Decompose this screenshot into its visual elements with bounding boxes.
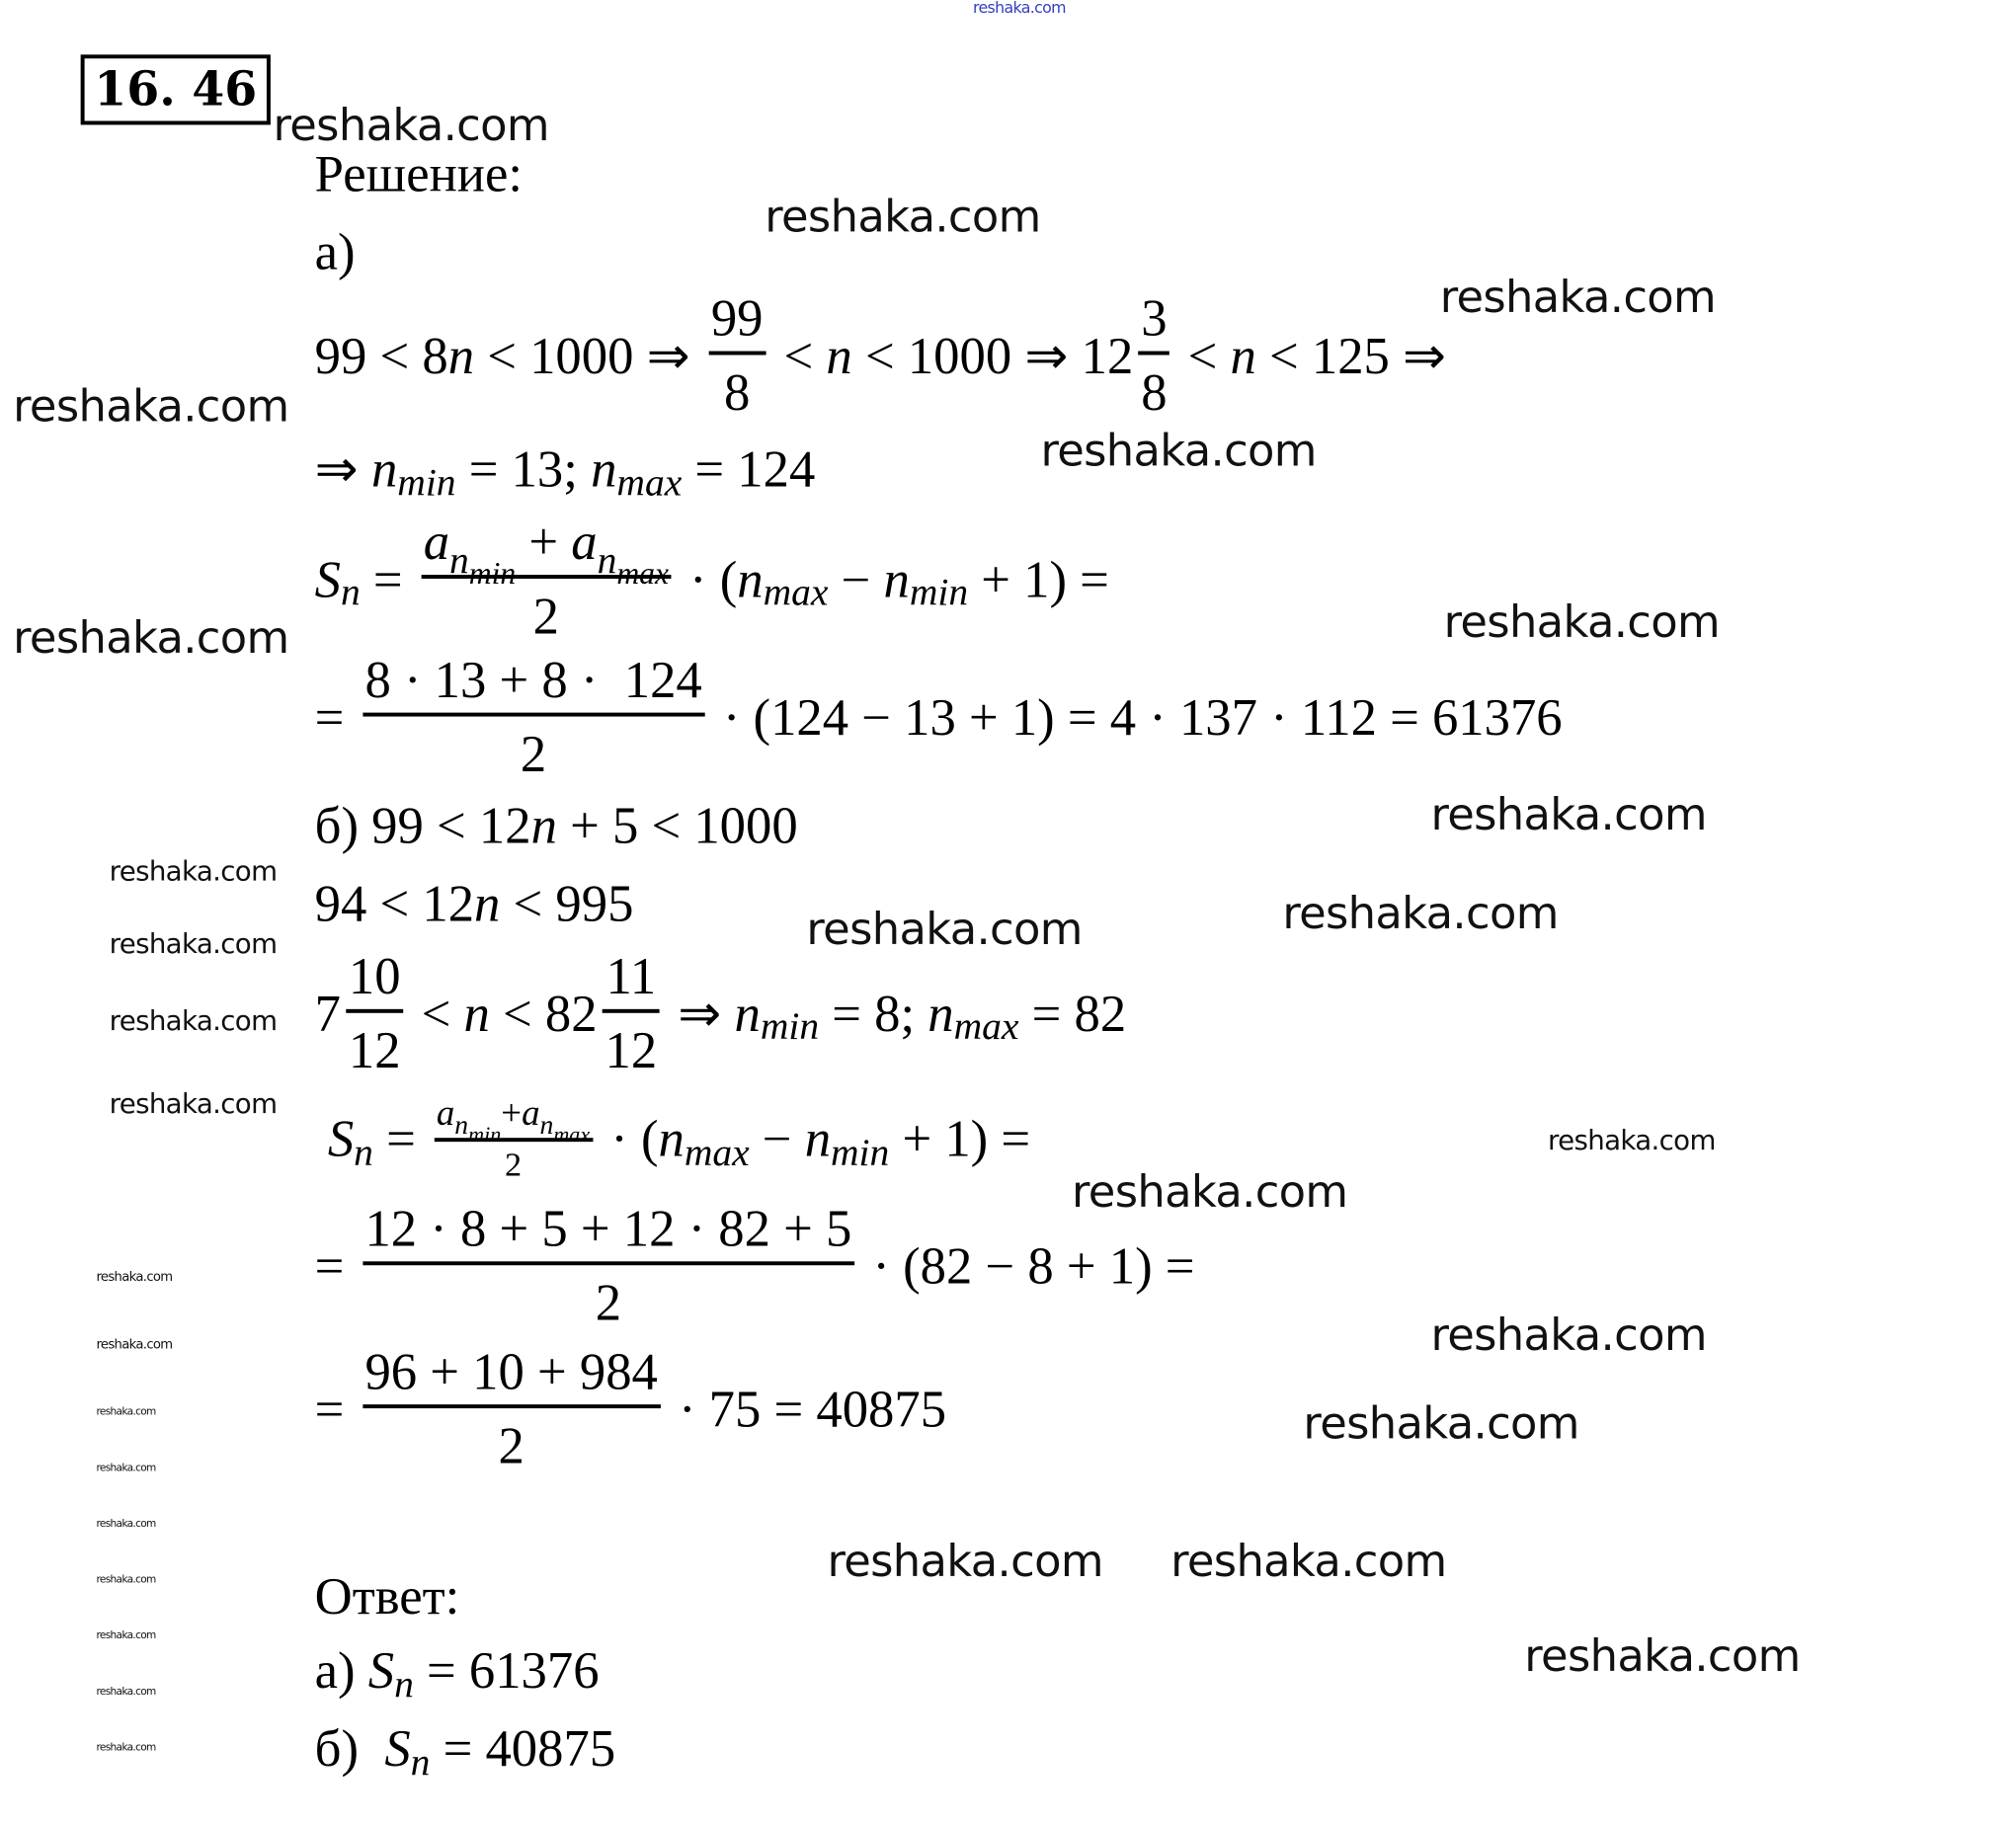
math-text: · ( bbox=[676, 549, 738, 608]
watermark: reshaka.com bbox=[765, 191, 1041, 244]
math-text: = bbox=[314, 1379, 358, 1438]
math-text: = 82 bbox=[1018, 984, 1127, 1043]
math-variable: S bbox=[367, 1640, 395, 1701]
math-text: 12 · 8 + 5 + 12 · 82 + 5 bbox=[364, 1199, 852, 1258]
math-line bbox=[314, 946, 1127, 1079]
watermark: reshaka.com bbox=[109, 928, 278, 960]
math-line bbox=[314, 1341, 947, 1475]
math-variable: n bbox=[410, 1740, 431, 1784]
math-variable: max bbox=[616, 557, 669, 592]
watermark: reshaka.com bbox=[1443, 596, 1720, 650]
fraction-numerator bbox=[363, 650, 705, 713]
math-text: = bbox=[372, 1109, 429, 1168]
watermark: reshaka.com bbox=[13, 612, 289, 665]
fraction-numerator bbox=[1139, 288, 1170, 352]
watermark: reshaka.com bbox=[1430, 789, 1707, 841]
math-variable: n bbox=[591, 439, 617, 499]
math-text: 94 < 12 bbox=[314, 873, 475, 933]
fraction bbox=[708, 288, 766, 422]
math-variable: S bbox=[327, 1109, 355, 1168]
watermark: reshaka.com bbox=[1170, 1536, 1447, 1588]
math-text: 8 bbox=[1141, 362, 1168, 422]
watermark: reshaka.com bbox=[1524, 1630, 1801, 1683]
math-subscript bbox=[553, 1124, 590, 1147]
math-subscript bbox=[397, 462, 455, 503]
math-text: 99 bbox=[710, 288, 764, 348]
math-variable: min bbox=[760, 1005, 820, 1049]
math-variable: min bbox=[909, 571, 969, 614]
math-variable: n bbox=[539, 1109, 554, 1142]
math-variable: n bbox=[658, 1109, 685, 1168]
math-variable: max bbox=[953, 1005, 1019, 1049]
math-variable: max bbox=[553, 1122, 591, 1148]
fraction bbox=[346, 946, 403, 1079]
watermark: reshaka.com bbox=[96, 1337, 173, 1353]
math-text: = bbox=[314, 686, 358, 747]
math-text: = bbox=[360, 549, 416, 608]
math-text: б) bbox=[314, 1718, 385, 1779]
math-variable: n bbox=[737, 549, 764, 608]
watermark: reshaka.com bbox=[96, 1462, 156, 1473]
watermark: reshaka.com bbox=[96, 1405, 156, 1418]
math-text: + bbox=[516, 512, 572, 572]
math-variable: S bbox=[314, 549, 342, 608]
math-subscript bbox=[469, 559, 516, 592]
solution-heading: Решение: bbox=[314, 144, 523, 203]
watermark: reshaka.com bbox=[96, 1741, 156, 1754]
math-subscript bbox=[616, 559, 669, 592]
math-text: · (124 − 13 + 1) = 4 · 137 · 112 = 61376 bbox=[709, 686, 1563, 747]
answer-b bbox=[314, 1718, 616, 1784]
watermark: reshaka.com bbox=[96, 1517, 156, 1530]
math-text: ⇒ bbox=[314, 439, 371, 499]
math-subscript bbox=[761, 1007, 819, 1048]
fraction-denominator bbox=[496, 1408, 527, 1473]
fraction bbox=[363, 650, 705, 783]
answer-a bbox=[314, 1640, 600, 1706]
math-variable: n bbox=[927, 984, 954, 1043]
fraction-numerator bbox=[363, 1199, 854, 1262]
watermark: reshaka.com bbox=[972, 0, 1066, 18]
math-variable: n bbox=[370, 439, 398, 499]
math-subscript bbox=[341, 573, 361, 613]
math-text: + bbox=[501, 1093, 523, 1135]
math-subscript bbox=[831, 1132, 889, 1172]
math-variable: max bbox=[684, 1131, 750, 1174]
math-variable: n bbox=[394, 1662, 414, 1706]
watermark: reshaka.com bbox=[109, 1004, 278, 1037]
math-text: 12 bbox=[348, 1020, 401, 1079]
fraction bbox=[363, 1341, 661, 1475]
math-variable: n bbox=[597, 538, 617, 583]
fraction-denominator bbox=[1139, 355, 1170, 420]
math-subscript bbox=[954, 1007, 1019, 1048]
math-text: 2 bbox=[595, 1273, 622, 1332]
math-text: − bbox=[749, 1109, 805, 1168]
watermark: reshaka.com bbox=[1282, 888, 1559, 941]
math-text: + 1) = bbox=[889, 1109, 1031, 1168]
math-variable: n bbox=[530, 795, 557, 855]
math-line bbox=[314, 873, 634, 933]
fraction-denominator bbox=[530, 579, 562, 644]
math-subscript bbox=[468, 1124, 501, 1147]
watermark: reshaka.com bbox=[96, 1628, 156, 1641]
watermark: reshaka.com bbox=[109, 1088, 278, 1120]
fraction-numerator bbox=[346, 946, 403, 1009]
math-variable: n bbox=[463, 984, 490, 1043]
math-text: < 125 ⇒ bbox=[1255, 325, 1447, 385]
watermark: reshaka.com bbox=[1040, 425, 1317, 478]
math-text: 7 bbox=[314, 984, 342, 1043]
fraction-denominator bbox=[346, 1013, 403, 1078]
fraction-denominator bbox=[518, 717, 549, 782]
math-text: 99 < 8 bbox=[314, 325, 448, 385]
math-text: · (82 − 8 + 1) = bbox=[859, 1235, 1195, 1295]
fraction bbox=[363, 1199, 854, 1332]
math-subscript bbox=[354, 1132, 373, 1172]
math-text: б) 99 < 12 bbox=[314, 795, 531, 855]
math-text: 8 · 13 + 8 · 124 bbox=[364, 650, 702, 709]
math-variable: a bbox=[423, 512, 450, 572]
math-line bbox=[328, 1095, 1030, 1183]
math-text: 3 bbox=[1141, 288, 1168, 348]
fraction bbox=[421, 512, 672, 646]
watermark: reshaka.com bbox=[96, 1573, 156, 1586]
math-subscript bbox=[685, 1132, 750, 1172]
math-text: а) bbox=[314, 1640, 368, 1701]
math-text: = bbox=[314, 1235, 358, 1295]
watermark: reshaka.com bbox=[13, 380, 289, 434]
math-variable: a bbox=[522, 1093, 540, 1135]
fraction-numerator bbox=[363, 1341, 661, 1405]
math-variable: n bbox=[734, 984, 761, 1043]
math-subscript bbox=[616, 462, 682, 503]
watermark: reshaka.com bbox=[806, 904, 1083, 956]
math-line bbox=[314, 288, 1447, 422]
math-subscript bbox=[910, 573, 968, 613]
fraction-numerator bbox=[434, 1093, 593, 1148]
fraction-denominator bbox=[502, 1143, 524, 1183]
math-text: < bbox=[408, 984, 464, 1043]
math-variable: n bbox=[826, 325, 852, 385]
fraction-denominator bbox=[603, 1013, 660, 1078]
math-text: − bbox=[828, 549, 884, 608]
watermark: reshaka.com bbox=[1072, 1166, 1348, 1219]
fraction-denominator bbox=[593, 1265, 624, 1330]
math-text: ⇒ bbox=[665, 984, 735, 1043]
math-text: 2 bbox=[532, 586, 559, 646]
watermark: reshaka.com bbox=[96, 1685, 156, 1698]
math-text: < 995 bbox=[500, 873, 634, 933]
math-text: = 40875 bbox=[430, 1718, 616, 1779]
math-subscript bbox=[454, 1109, 502, 1148]
math-line bbox=[314, 512, 1109, 646]
watermark: reshaka.com bbox=[1547, 1125, 1716, 1156]
math-variable: min bbox=[468, 1122, 502, 1148]
fraction bbox=[1139, 288, 1170, 422]
fraction bbox=[603, 946, 660, 1079]
math-variable: a bbox=[436, 1093, 455, 1135]
math-subscript bbox=[539, 1109, 591, 1148]
math-variable: n bbox=[449, 538, 469, 583]
math-variable: a bbox=[571, 512, 598, 572]
math-variable: min bbox=[397, 461, 456, 505]
math-text: < 1000 ⇒ bbox=[474, 325, 703, 385]
answer-heading: Ответ: bbox=[314, 1566, 460, 1626]
math-text: 2 bbox=[504, 1146, 523, 1184]
problem-number: 16. 46 bbox=[81, 54, 271, 124]
math-variable: n bbox=[447, 325, 475, 385]
math-variable: n bbox=[354, 1131, 373, 1174]
watermark: reshaka.com bbox=[827, 1536, 1103, 1588]
math-variable: max bbox=[763, 571, 829, 614]
math-line bbox=[314, 439, 816, 505]
math-line bbox=[314, 650, 1563, 783]
math-variable: S bbox=[384, 1718, 411, 1779]
math-text: < 82 bbox=[489, 984, 598, 1043]
math-text: 2 bbox=[520, 724, 547, 783]
math-variable: min bbox=[468, 557, 517, 592]
math-text: · ( bbox=[598, 1109, 659, 1168]
math-text: < bbox=[1174, 325, 1231, 385]
fraction bbox=[434, 1095, 593, 1183]
watermark: reshaka.com bbox=[1430, 1309, 1707, 1362]
math-text: 12 bbox=[605, 1020, 658, 1079]
fraction-numerator bbox=[421, 512, 672, 592]
math-subscript bbox=[764, 573, 829, 613]
watermark: reshaka.com bbox=[1439, 272, 1717, 324]
math-text: + 5 < 1000 bbox=[556, 795, 798, 855]
math-variable: n bbox=[1230, 325, 1256, 385]
math-text: = 8; bbox=[819, 984, 928, 1043]
watermark: reshaka.com bbox=[1303, 1397, 1579, 1451]
math-text: 8 bbox=[723, 362, 751, 422]
math-text: 10 bbox=[348, 946, 401, 1005]
math-subscript bbox=[411, 1742, 431, 1783]
math-text: 96 + 10 + 984 bbox=[364, 1341, 658, 1401]
math-variable: n bbox=[804, 1109, 832, 1168]
math-text: = 13; bbox=[455, 439, 592, 499]
fraction-numerator bbox=[604, 946, 659, 1009]
math-line bbox=[314, 1199, 1195, 1332]
math-variable: max bbox=[616, 461, 683, 505]
math-subscript bbox=[394, 1664, 414, 1705]
watermark: reshaka.com bbox=[109, 855, 278, 888]
part-a-label: а) bbox=[314, 222, 356, 281]
math-subscript bbox=[449, 538, 517, 592]
math-variable: n bbox=[474, 873, 501, 933]
watermark: reshaka.com bbox=[96, 1270, 173, 1285]
math-text: = 124 bbox=[682, 439, 816, 499]
math-text: · 75 = 40875 bbox=[665, 1379, 947, 1438]
fraction-denominator bbox=[721, 355, 753, 420]
math-variable: n bbox=[883, 549, 910, 608]
math-text: 11 bbox=[605, 946, 657, 1005]
math-subscript bbox=[597, 538, 669, 592]
math-text: = 61376 bbox=[413, 1640, 600, 1701]
math-text: + 1) = bbox=[968, 549, 1109, 608]
math-text: < 1000 ⇒ 12 bbox=[851, 325, 1134, 385]
math-variable: min bbox=[831, 1131, 890, 1174]
math-variable: n bbox=[341, 571, 361, 614]
watermark: reshaka.com bbox=[273, 100, 549, 153]
math-text: 2 bbox=[498, 1415, 524, 1475]
math-line bbox=[314, 795, 798, 855]
math-variable: n bbox=[454, 1109, 469, 1142]
fraction-numerator bbox=[708, 288, 766, 352]
math-text: < bbox=[770, 325, 827, 385]
